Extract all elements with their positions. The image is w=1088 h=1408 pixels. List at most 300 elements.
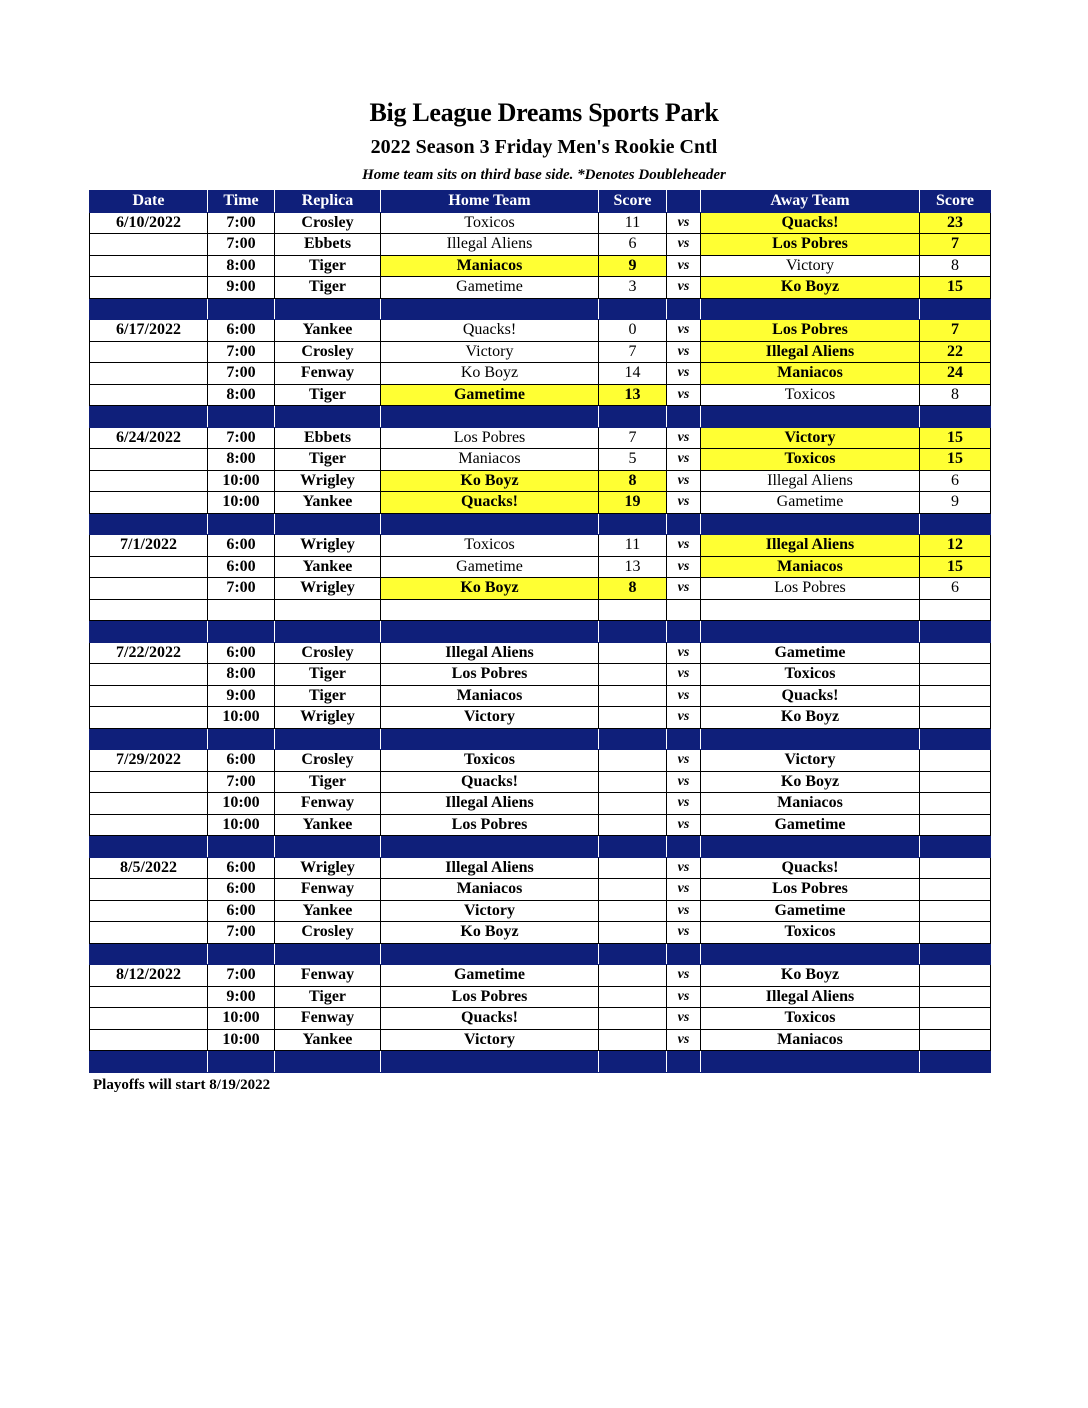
away-team: Toxicos — [701, 1008, 920, 1030]
vs-label: vs — [667, 879, 701, 901]
table-row — [90, 599, 991, 621]
game-replica: Yankee — [275, 814, 381, 836]
away-team: Maniacos — [701, 793, 920, 815]
separator-cell — [701, 943, 920, 965]
separator-cell — [667, 621, 701, 643]
game-time: 10:00 — [208, 1029, 275, 1051]
home-team: Illegal Aliens — [381, 793, 599, 815]
game-replica: Yankee — [275, 900, 381, 922]
away-score: 23 — [920, 212, 991, 234]
home-score — [599, 922, 667, 944]
home-team: Toxicos — [381, 535, 599, 557]
vs-label: vs — [667, 664, 701, 686]
game-time: 9:00 — [208, 986, 275, 1008]
game-date — [90, 685, 208, 707]
home-score — [599, 707, 667, 729]
home-score: 14 — [599, 363, 667, 385]
away-score — [920, 814, 991, 836]
header-vs — [667, 191, 701, 213]
table-row — [90, 384, 991, 406]
away-team: Gametime — [701, 492, 920, 514]
away-team: Victory — [701, 427, 920, 449]
separator-cell — [90, 406, 208, 428]
away-score — [920, 685, 991, 707]
table-row — [90, 277, 991, 299]
home-team: Los Pobres — [381, 664, 599, 686]
game-date: 6/17/2022 — [90, 320, 208, 342]
game-time: 6:00 — [208, 879, 275, 901]
game-replica: Ebbets — [275, 234, 381, 256]
week-separator-row — [90, 728, 991, 750]
separator-cell — [667, 836, 701, 858]
game-replica: Wrigley — [275, 578, 381, 600]
game-date — [90, 341, 208, 363]
away-team: Quacks! — [701, 685, 920, 707]
game-time: 6:00 — [208, 857, 275, 879]
game-time: 10:00 — [208, 814, 275, 836]
away-score — [920, 1029, 991, 1051]
home-team: Maniacos — [381, 879, 599, 901]
header-replica: Replica — [275, 191, 381, 213]
game-time: 7:00 — [208, 578, 275, 600]
away-team: Maniacos — [701, 556, 920, 578]
game-time: 6:00 — [208, 900, 275, 922]
game-time: 6:00 — [208, 642, 275, 664]
home-team: Quacks! — [381, 320, 599, 342]
header-away-team: Away Team — [701, 191, 920, 213]
game-replica: Ebbets — [275, 427, 381, 449]
away-score: 7 — [920, 234, 991, 256]
home-score: 11 — [599, 212, 667, 234]
table-row — [90, 1008, 991, 1030]
away-team: Gametime — [701, 642, 920, 664]
game-date: 8/5/2022 — [90, 857, 208, 879]
vs-label: vs — [667, 1008, 701, 1030]
separator-cell — [920, 728, 991, 750]
game-time: 6:00 — [208, 750, 275, 772]
vs-label: vs — [667, 750, 701, 772]
separator-cell — [275, 621, 381, 643]
home-team: Gametime — [381, 277, 599, 299]
home-score — [599, 642, 667, 664]
separator-cell — [208, 728, 275, 750]
table-row — [90, 965, 991, 987]
separator-cell — [275, 406, 381, 428]
separator-cell — [208, 943, 275, 965]
home-team: Ko Boyz — [381, 363, 599, 385]
table-row — [90, 707, 991, 729]
home-score: 13 — [599, 384, 667, 406]
table-row — [90, 449, 991, 471]
away-score: 15 — [920, 277, 991, 299]
separator-cell — [599, 406, 667, 428]
home-team: Victory — [381, 341, 599, 363]
game-date: 7/22/2022 — [90, 642, 208, 664]
separator-cell — [599, 728, 667, 750]
game-time: 8:00 — [208, 255, 275, 277]
separator-cell — [667, 1051, 701, 1073]
home-team: Maniacos — [381, 685, 599, 707]
away-score — [920, 599, 991, 621]
game-time: 7:00 — [208, 234, 275, 256]
away-score — [920, 900, 991, 922]
separator-cell — [701, 513, 920, 535]
separator-cell — [381, 513, 599, 535]
home-team: Quacks! — [381, 771, 599, 793]
page-note: Home team sits on third base side. *Denotes Doubleheader — [362, 167, 726, 183]
vs-label: vs — [667, 578, 701, 600]
away-team: Los Pobres — [701, 320, 920, 342]
separator-cell — [208, 836, 275, 858]
away-team: Los Pobres — [701, 234, 920, 256]
game-replica: Crosley — [275, 341, 381, 363]
home-score — [599, 599, 667, 621]
home-score: 11 — [599, 535, 667, 557]
home-team: Gametime — [381, 556, 599, 578]
away-score: 22 — [920, 341, 991, 363]
home-score — [599, 664, 667, 686]
separator-cell — [381, 1051, 599, 1073]
home-team: Maniacos — [381, 255, 599, 277]
game-replica: Tiger — [275, 255, 381, 277]
game-time: 7:00 — [208, 212, 275, 234]
game-replica: Fenway — [275, 1008, 381, 1030]
game-date — [90, 922, 208, 944]
header-time: Time — [208, 191, 275, 213]
game-time: 10:00 — [208, 793, 275, 815]
away-score: 6 — [920, 578, 991, 600]
away-score — [920, 707, 991, 729]
vs-label: vs — [667, 341, 701, 363]
separator-cell — [920, 406, 991, 428]
vs-label: vs — [667, 793, 701, 815]
game-time: 7:00 — [208, 427, 275, 449]
away-score: 6 — [920, 470, 991, 492]
game-replica: Crosley — [275, 922, 381, 944]
separator-cell — [275, 513, 381, 535]
vs-label: vs — [667, 814, 701, 836]
home-score: 9 — [599, 255, 667, 277]
game-date — [90, 470, 208, 492]
table-row — [90, 814, 991, 836]
separator-cell — [381, 943, 599, 965]
week-separator-row — [90, 406, 991, 428]
vs-label: vs — [667, 427, 701, 449]
game-date — [90, 793, 208, 815]
separator-cell — [701, 621, 920, 643]
vs-label: vs — [667, 556, 701, 578]
away-team: Toxicos — [701, 449, 920, 471]
game-time: 7:00 — [208, 965, 275, 987]
separator-cell — [599, 943, 667, 965]
game-date — [90, 664, 208, 686]
home-score — [599, 965, 667, 987]
table-row — [90, 857, 991, 879]
game-replica — [275, 599, 381, 621]
away-team: Victory — [701, 750, 920, 772]
home-score — [599, 793, 667, 815]
game-date — [90, 707, 208, 729]
separator-cell — [381, 728, 599, 750]
vs-label: vs — [667, 449, 701, 471]
away-team: Maniacos — [701, 363, 920, 385]
home-team: Toxicos — [381, 750, 599, 772]
game-time: 6:00 — [208, 556, 275, 578]
game-time: 10:00 — [208, 1008, 275, 1030]
away-score — [920, 986, 991, 1008]
away-team: Quacks! — [701, 212, 920, 234]
vs-label: vs — [667, 642, 701, 664]
table-row — [90, 556, 991, 578]
separator-cell — [275, 728, 381, 750]
away-team: Illegal Aliens — [701, 535, 920, 557]
away-team: Victory — [701, 255, 920, 277]
game-date — [90, 492, 208, 514]
home-team: Illegal Aliens — [381, 234, 599, 256]
separator-cell — [667, 728, 701, 750]
separator-cell — [90, 513, 208, 535]
week-separator-row — [90, 943, 991, 965]
home-score: 19 — [599, 492, 667, 514]
vs-label: vs — [667, 535, 701, 557]
vs-label: vs — [667, 470, 701, 492]
table-row — [90, 320, 991, 342]
game-replica: Yankee — [275, 320, 381, 342]
home-score — [599, 750, 667, 772]
table-row — [90, 664, 991, 686]
separator-cell — [208, 621, 275, 643]
game-replica: Fenway — [275, 879, 381, 901]
home-team: Quacks! — [381, 492, 599, 514]
away-team: Toxicos — [701, 384, 920, 406]
header-home-team: Home Team — [381, 191, 599, 213]
header-date: Date — [90, 191, 208, 213]
vs-label: vs — [667, 771, 701, 793]
separator-cell — [208, 406, 275, 428]
separator-cell — [599, 621, 667, 643]
table-row — [90, 535, 991, 557]
separator-cell — [667, 513, 701, 535]
home-score — [599, 857, 667, 879]
home-score — [599, 879, 667, 901]
home-team: Maniacos — [381, 449, 599, 471]
separator-cell — [599, 298, 667, 320]
table-row — [90, 900, 991, 922]
separator-cell — [90, 621, 208, 643]
game-replica: Fenway — [275, 793, 381, 815]
away-team: Toxicos — [701, 664, 920, 686]
game-replica: Tiger — [275, 664, 381, 686]
home-score: 7 — [599, 427, 667, 449]
home-team: Victory — [381, 900, 599, 922]
separator-cell — [381, 298, 599, 320]
home-team: Gametime — [381, 965, 599, 987]
away-score — [920, 857, 991, 879]
away-team: Toxicos — [701, 922, 920, 944]
table-row — [90, 922, 991, 944]
separator-cell — [701, 1051, 920, 1073]
game-date — [90, 363, 208, 385]
home-team: Los Pobres — [381, 427, 599, 449]
home-score: 6 — [599, 234, 667, 256]
game-replica: Wrigley — [275, 707, 381, 729]
game-date: 6/10/2022 — [90, 212, 208, 234]
away-score — [920, 664, 991, 686]
home-score: 3 — [599, 277, 667, 299]
separator-cell — [701, 406, 920, 428]
table-row — [90, 771, 991, 793]
home-team: Quacks! — [381, 1008, 599, 1030]
away-team: Ko Boyz — [701, 707, 920, 729]
game-date — [90, 1008, 208, 1030]
away-team: Illegal Aliens — [701, 986, 920, 1008]
game-replica: Wrigley — [275, 535, 381, 557]
home-score — [599, 771, 667, 793]
game-replica: Fenway — [275, 965, 381, 987]
away-score: 15 — [920, 449, 991, 471]
game-time: 7:00 — [208, 341, 275, 363]
week-separator-row — [90, 621, 991, 643]
week-separator-row — [90, 298, 991, 320]
table-row — [90, 427, 991, 449]
game-time: 7:00 — [208, 922, 275, 944]
header-home-score: Score — [599, 191, 667, 213]
home-team: Illegal Aliens — [381, 857, 599, 879]
vs-label: vs — [667, 1029, 701, 1051]
away-team: Gametime — [701, 814, 920, 836]
table-row — [90, 685, 991, 707]
table-row — [90, 793, 991, 815]
vs-label — [667, 599, 701, 621]
away-team: Los Pobres — [701, 879, 920, 901]
home-team — [381, 599, 599, 621]
game-time: 10:00 — [208, 492, 275, 514]
game-replica: Tiger — [275, 384, 381, 406]
game-date — [90, 1029, 208, 1051]
vs-label: vs — [667, 492, 701, 514]
away-score: 9 — [920, 492, 991, 514]
home-team: Los Pobres — [381, 986, 599, 1008]
separator-cell — [90, 728, 208, 750]
game-replica: Tiger — [275, 986, 381, 1008]
home-team: Ko Boyz — [381, 470, 599, 492]
header-row — [90, 191, 991, 213]
game-replica: Tiger — [275, 449, 381, 471]
table-row — [90, 492, 991, 514]
separator-cell — [90, 1051, 208, 1073]
table-row — [90, 255, 991, 277]
away-score — [920, 793, 991, 815]
separator-cell — [275, 298, 381, 320]
separator-cell — [381, 406, 599, 428]
game-replica: Crosley — [275, 750, 381, 772]
vs-label: vs — [667, 707, 701, 729]
away-score — [920, 771, 991, 793]
away-team — [701, 599, 920, 621]
separator-cell — [701, 298, 920, 320]
game-date — [90, 900, 208, 922]
separator-cell — [208, 298, 275, 320]
table-row — [90, 234, 991, 256]
away-score — [920, 750, 991, 772]
vs-label: vs — [667, 922, 701, 944]
separator-cell — [667, 298, 701, 320]
home-score: 8 — [599, 470, 667, 492]
separator-cell — [208, 513, 275, 535]
separator-cell — [381, 836, 599, 858]
game-time: 10:00 — [208, 707, 275, 729]
game-date: 7/29/2022 — [90, 750, 208, 772]
separator-cell — [667, 406, 701, 428]
table-row — [90, 578, 991, 600]
separator-cell — [701, 728, 920, 750]
separator-cell — [667, 943, 701, 965]
separator-cell — [920, 513, 991, 535]
game-replica: Crosley — [275, 212, 381, 234]
home-team: Gametime — [381, 384, 599, 406]
playoffs-note: Playoffs will start 8/19/2022 — [93, 1077, 271, 1093]
home-team: Ko Boyz — [381, 578, 599, 600]
separator-cell — [90, 943, 208, 965]
game-time: 6:00 — [208, 320, 275, 342]
separator-cell — [920, 943, 991, 965]
away-team: Illegal Aliens — [701, 470, 920, 492]
game-date — [90, 556, 208, 578]
vs-label: vs — [667, 384, 701, 406]
table-row — [90, 986, 991, 1008]
game-date — [90, 384, 208, 406]
vs-label: vs — [667, 857, 701, 879]
separator-cell — [920, 621, 991, 643]
separator-cell — [920, 298, 991, 320]
table-row — [90, 879, 991, 901]
home-team: Los Pobres — [381, 814, 599, 836]
away-score — [920, 922, 991, 944]
away-score: 24 — [920, 363, 991, 385]
table-row — [90, 1029, 991, 1051]
home-score — [599, 1008, 667, 1030]
vs-label: vs — [667, 685, 701, 707]
home-score — [599, 1029, 667, 1051]
away-score — [920, 642, 991, 664]
game-date — [90, 879, 208, 901]
away-score: 15 — [920, 427, 991, 449]
game-time — [208, 599, 275, 621]
home-score — [599, 685, 667, 707]
game-time: 9:00 — [208, 277, 275, 299]
separator-cell — [599, 513, 667, 535]
header-away-score: Score — [920, 191, 991, 213]
vs-label: vs — [667, 234, 701, 256]
game-time: 9:00 — [208, 685, 275, 707]
table-row — [90, 341, 991, 363]
vs-label: vs — [667, 277, 701, 299]
separator-cell — [599, 1051, 667, 1073]
away-team: Los Pobres — [701, 578, 920, 600]
game-date: 7/1/2022 — [90, 535, 208, 557]
game-time: 8:00 — [208, 664, 275, 686]
away-score: 15 — [920, 556, 991, 578]
table-row — [90, 750, 991, 772]
vs-label: vs — [667, 900, 701, 922]
page-subtitle: 2022 Season 3 Friday Men's Rookie Cntl — [370, 136, 718, 158]
game-date — [90, 578, 208, 600]
game-replica: Tiger — [275, 685, 381, 707]
away-team: Ko Boyz — [701, 771, 920, 793]
home-score: 8 — [599, 578, 667, 600]
table-row — [90, 470, 991, 492]
away-score — [920, 965, 991, 987]
